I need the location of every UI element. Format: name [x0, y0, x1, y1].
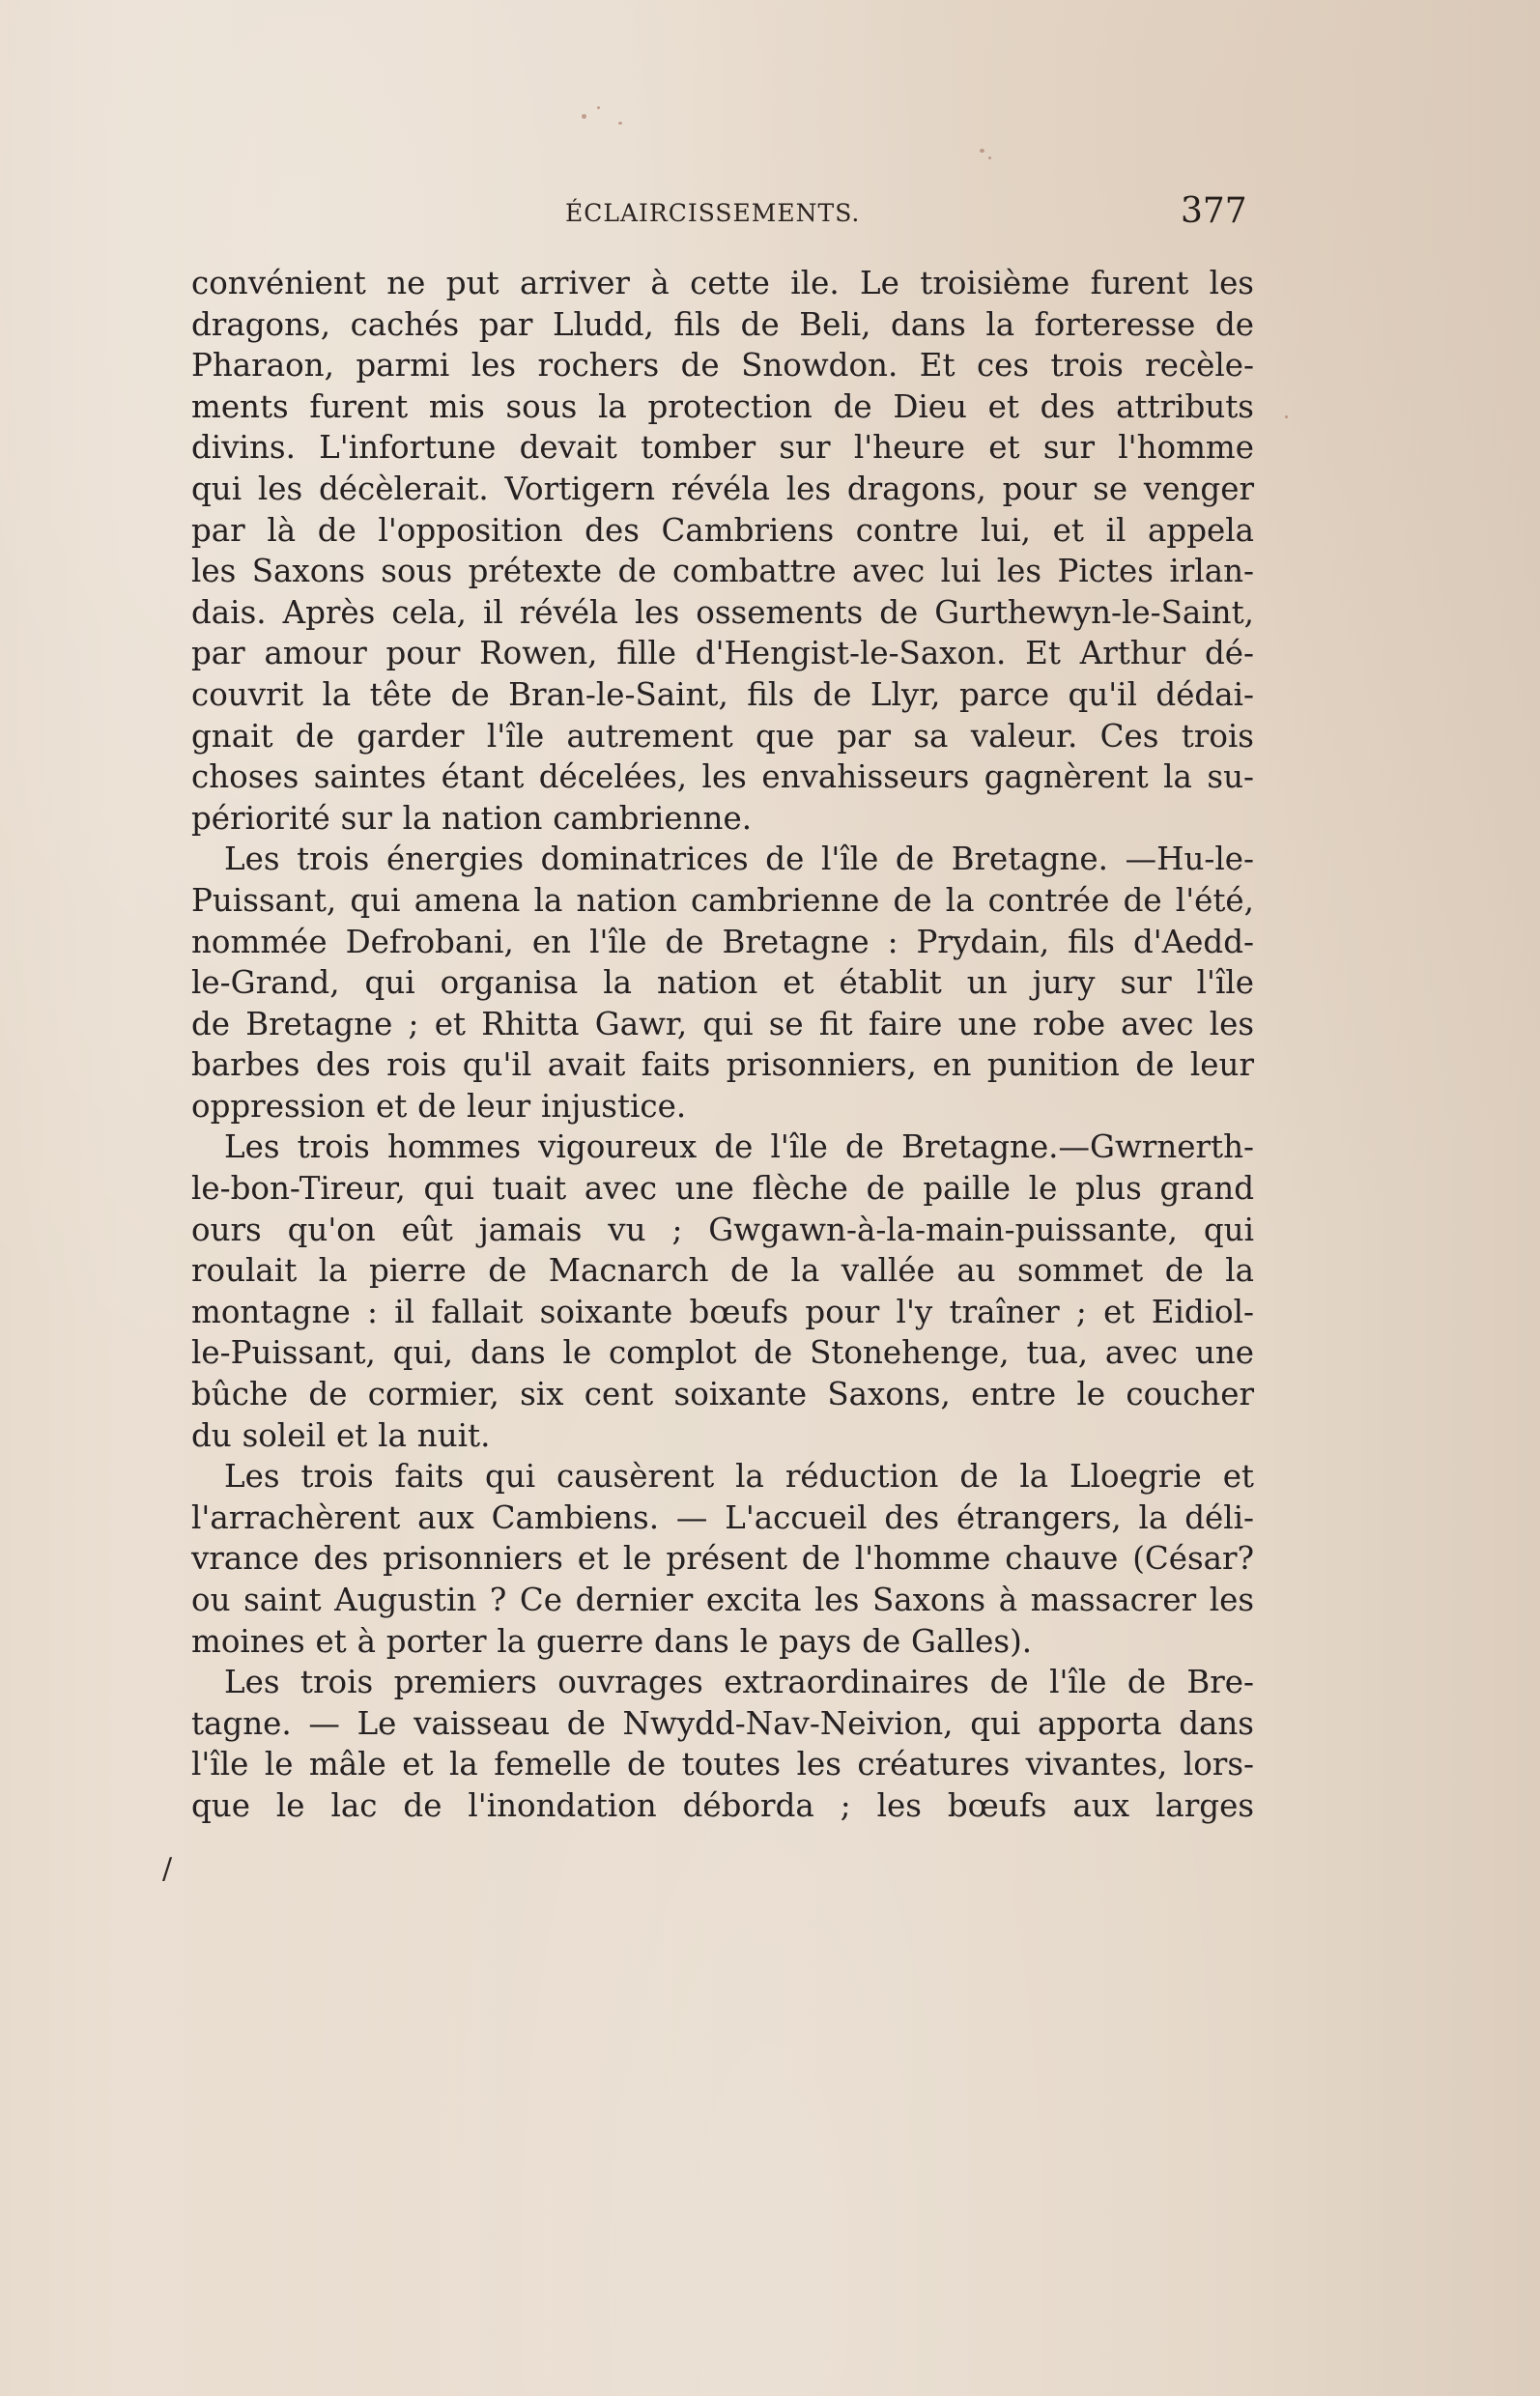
text-line: divins. L'infortune devait tomber sur l'heure et sur l'homme [191, 429, 1254, 467]
text-line: les Saxons sous prétexte de combattre avec lui les Pictes irlan- [191, 553, 1254, 590]
text-line: barbes des rois qu'il avait faits prisonniers, en punition de leur [191, 1046, 1254, 1084]
text-line: roulait la pierre de Macnarch de la vallée au sommet de la [191, 1252, 1254, 1290]
paper-stain [1285, 415, 1288, 418]
text-line: qui les décèlerait. Vortigern révéla les dragons, pour se venger [191, 470, 1254, 507]
text-line: l'arrachèrent aux Cambiens. — L'accueil des étrangers, la déli- [191, 1498, 1254, 1536]
text-line: oppression et de leur injustice. [191, 1087, 687, 1125]
text-line: choses saintes étant décelées, les envahisseurs gagnèrent la su- [191, 758, 1254, 796]
text-line: couvrit la tête de Bran-le-Saint, fils de Llyr, parce qu'il dédai- [191, 675, 1254, 713]
text-line: dais. Après cela, il révéla les ossements de Gurthewyn-le-Saint, [191, 593, 1254, 631]
text-line: le-Puissant, qui, dans le complot de Stonehenge, tua, avec une [191, 1334, 1254, 1372]
text-line: montagne : il fallait soixante bœufs pour l'y traîner ; et Eidiol- [191, 1293, 1254, 1330]
text-line: gnait de garder l'île autrement que par sa valeur. Ces trois [191, 717, 1254, 755]
text-line: tagne. — Le vaisseau de Nwydd-Nav-Neivion, qui apporta dans [191, 1704, 1254, 1742]
paper-stain [582, 114, 586, 119]
text-line: du soleil et la nuit. [191, 1416, 491, 1454]
text-line: le-bon-Tireur, qui tuait avec une flèche de paille le plus grand [191, 1170, 1254, 1208]
paragraph-start-line: Les trois énergies dominatrices de l'île de Bretagne. —Hu-le- [224, 841, 1254, 878]
text-line: l'île le mâle et la femelle de toutes les créatures vivantes, lors- [191, 1746, 1254, 1783]
text-line: par amour pour Rowen, fille d'Hengist-le-Saxon. Et Arthur dé- [191, 635, 1254, 672]
text-line: que le lac de l'inondation déborda ; les bœufs aux larges [191, 1786, 1254, 1824]
text-line: moines et à porter la guerre dans le pays de Galles). [191, 1622, 1033, 1660]
text-line: le-Grand, qui organisa la nation et établit un jury sur l'île [191, 964, 1254, 1002]
paragraph-start-line: Les trois premiers ouvrages extraordinaires de l'île de Bre- [224, 1664, 1254, 1701]
paper-stain [980, 149, 984, 153]
text-line: de Bretagne ; et Rhitta Gawr, qui se fit faire une robe avec les [191, 1005, 1254, 1042]
text-line: vrance des prisonniers et le présent de l'homme chauve (César? [191, 1540, 1254, 1578]
text-line: dragons, cachés par Lludd, fils de Beli, dans la forteresse de [191, 305, 1254, 343]
margin-pencil-mark: / [162, 1852, 173, 1886]
text-line: ments furent mis sous la protection de Dieu et des attributs [191, 387, 1254, 425]
body-text [191, 263, 1254, 1827]
text-line: convénient ne put arriver à cette ile. Le troisième furent les [191, 265, 1254, 301]
paper-stain [597, 106, 600, 109]
text-line: nommée Defrobani, en l'île de Bretagne : Prydain, fils d'Aedd- [191, 923, 1254, 960]
page-number: 377 [1181, 191, 1247, 231]
running-head: ÉCLAIRCISSEMENTS. [565, 199, 861, 227]
text-line: ou saint Augustin ? Ce dernier excita les Saxons à massacrer les [191, 1582, 1254, 1618]
text-line: Pharaon, parmi les rochers de Snowdon. Et ces trois recèle- [191, 347, 1254, 385]
text-line: bûche de cormier, six cent soixante Saxons, entre le coucher [191, 1376, 1254, 1413]
paper-stain [988, 157, 991, 159]
text-line: Puissant, qui amena la nation cambrienne de la contrée de l'été, [191, 881, 1254, 919]
text-line: périorité sur la nation cambrienne. [191, 799, 753, 837]
text-line: ours qu'on eût jamais vu ; Gwgawn-à-la-main-puissante, qui [191, 1211, 1254, 1248]
paragraph-start-line: Les trois faits qui causèrent la réduction de la Lloegrie et [224, 1458, 1254, 1496]
text-line: par là de l'opposition des Cambriens contre lui, et il appela [191, 511, 1254, 549]
paragraph-start-line: Les trois hommes vigoureux de l'île de Bretagne.—Gwrnerth- [224, 1128, 1254, 1166]
paper-stain [618, 122, 622, 125]
